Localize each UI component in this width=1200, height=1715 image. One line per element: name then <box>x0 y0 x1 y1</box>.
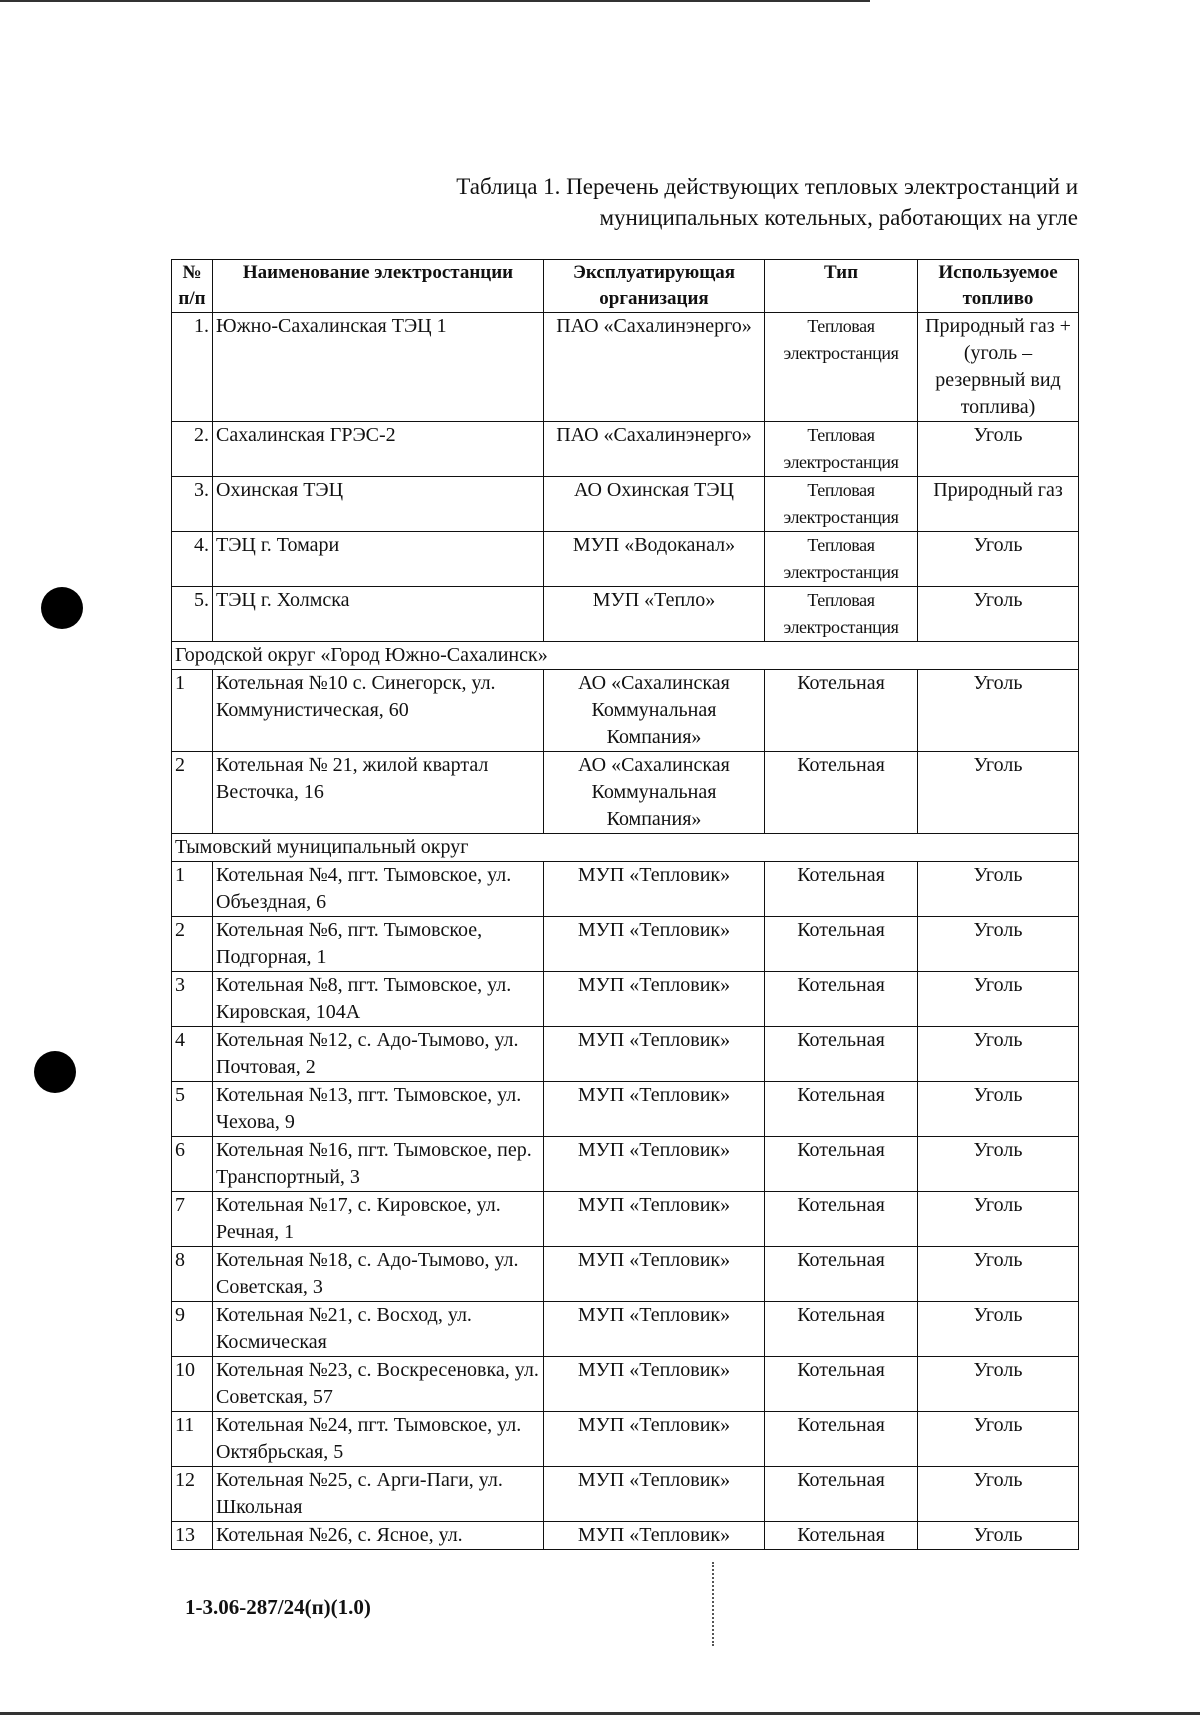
table-row <box>172 917 1079 972</box>
table-row <box>172 1247 1079 1302</box>
table-row <box>172 1522 1079 1550</box>
caption-line-1: Таблица 1. Перечень действующих тепловых электростанций и <box>456 174 1078 199</box>
row-number: 11 <box>172 1412 213 1467</box>
fuel-type: Уголь <box>918 1192 1079 1247</box>
plant-type: Котельная <box>765 1302 918 1357</box>
fuel-type: Уголь <box>918 670 1079 752</box>
fuel-type: Уголь <box>918 587 1079 642</box>
boiler-name-address: Котельная №10 с. Синегорск, ул. Коммунистическая, 60 <box>213 670 544 752</box>
boiler-name-address: Котельная №26, с. Ясное, ул. <box>213 1522 544 1550</box>
row-number: 10 <box>172 1357 213 1412</box>
plant-type: Тепловая электростанция <box>765 587 918 642</box>
boiler-name-address: Котельная №17, с. Кировское, ул. Речная, 1 <box>213 1192 544 1247</box>
operator-organization: МУП «Тепло» <box>544 587 765 642</box>
plant-type: Тепловая электростанция <box>765 477 918 532</box>
row-number: 12 <box>172 1467 213 1522</box>
column-header-number: № п/п <box>172 260 213 313</box>
table-caption <box>278 171 1078 233</box>
table-row <box>172 670 1079 752</box>
column-header-name: Наименование электростанции <box>213 260 544 313</box>
boiler-name-address: Котельная №23, с. Воскресеновка, ул. Советская, 57 <box>213 1357 544 1412</box>
boiler-name-address: Котельная №4, пгт. Тымовское, ул. Объездная, 6 <box>213 862 544 917</box>
scan-edge-top <box>0 0 870 2</box>
plant-name: ТЭЦ г. Томари <box>213 532 544 587</box>
table-row <box>172 1357 1079 1412</box>
plant-type: Тепловая электростанция <box>765 532 918 587</box>
row-number: 6 <box>172 1137 213 1192</box>
fuel-type: Уголь <box>918 1082 1079 1137</box>
operator-organization: МУП «Тепловик» <box>544 1247 765 1302</box>
caption-line-2: муниципальных котельных, работающих на угле <box>599 205 1078 230</box>
fuel-type: Уголь <box>918 1412 1079 1467</box>
punch-hole-mark <box>41 587 83 629</box>
plant-name: Охинская ТЭЦ <box>213 477 544 532</box>
row-number: 1. <box>172 313 213 422</box>
table-row <box>172 477 1079 532</box>
fuel-type: Уголь <box>918 1027 1079 1082</box>
table-row <box>172 532 1079 587</box>
table-row <box>172 1027 1079 1082</box>
fuel-type: Уголь <box>918 752 1079 834</box>
group-header-row <box>172 834 1079 862</box>
plant-type: Котельная <box>765 1137 918 1192</box>
row-number: 3. <box>172 477 213 532</box>
operator-organization: МУП «Тепловик» <box>544 1027 765 1082</box>
plant-name: Южно-Сахалинская ТЭЦ 1 <box>213 313 544 422</box>
row-number: 4 <box>172 1027 213 1082</box>
fuel-type: Уголь <box>918 1522 1079 1550</box>
operator-organization: МУП «Тепловик» <box>544 862 765 917</box>
plant-type: Котельная <box>765 1357 918 1412</box>
table-row <box>172 1412 1079 1467</box>
table-row <box>172 1137 1079 1192</box>
table-row <box>172 1082 1079 1137</box>
boiler-name-address: Котельная №21, с. Восход, ул. Космическая <box>213 1302 544 1357</box>
row-number: 3 <box>172 972 213 1027</box>
plant-type: Котельная <box>765 670 918 752</box>
boiler-name-address: Котельная №8, пгт. Тымовское, ул. Кировская, 104А <box>213 972 544 1027</box>
operator-organization: АО Охинская ТЭЦ <box>544 477 765 532</box>
power-plants-table <box>171 259 1079 1550</box>
plant-type: Котельная <box>765 1247 918 1302</box>
row-number: 2 <box>172 917 213 972</box>
table-row <box>172 972 1079 1027</box>
fuel-type: Природный газ <box>918 477 1079 532</box>
operator-organization: МУП «Тепловик» <box>544 917 765 972</box>
boiler-name-address: Котельная №18, с. Адо-Тымово, ул. Советская, 3 <box>213 1247 544 1302</box>
punch-hole-mark <box>34 1051 76 1093</box>
operator-organization: МУП «Тепловик» <box>544 972 765 1027</box>
plant-type: Котельная <box>765 1027 918 1082</box>
row-number: 7 <box>172 1192 213 1247</box>
table-row <box>172 752 1079 834</box>
boiler-name-address: Котельная №12, с. Адо-Тымово, ул. Почтовая, 2 <box>213 1027 544 1082</box>
operator-organization: МУП «Тепловик» <box>544 1302 765 1357</box>
table-row <box>172 422 1079 477</box>
plant-type: Котельная <box>765 1522 918 1550</box>
plant-type: Тепловая электростанция <box>765 313 918 422</box>
row-number: 1 <box>172 670 213 752</box>
column-header-type: Тип <box>765 260 918 313</box>
operator-organization: МУП «Тепловик» <box>544 1467 765 1522</box>
operator-organization: МУП «Тепловик» <box>544 1137 765 1192</box>
table-header-row <box>172 260 1079 313</box>
operator-organization: МУП «Тепловик» <box>544 1412 765 1467</box>
operator-organization: МУП «Тепловик» <box>544 1082 765 1137</box>
row-number: 2 <box>172 752 213 834</box>
row-number: 9 <box>172 1302 213 1357</box>
plant-type: Котельная <box>765 862 918 917</box>
plant-type: Котельная <box>765 1192 918 1247</box>
row-number: 5 <box>172 1082 213 1137</box>
fold-dots <box>712 1562 714 1646</box>
row-number: 13 <box>172 1522 213 1550</box>
operator-organization: МУП «Тепловик» <box>544 1357 765 1412</box>
table-row <box>172 862 1079 917</box>
column-header-organization: Эксплуатирующая организация <box>544 260 765 313</box>
operator-organization: АО «Сахалинская Коммунальная Компания» <box>544 670 765 752</box>
table-body <box>172 313 1079 1550</box>
fuel-type: Уголь <box>918 1467 1079 1522</box>
table-row <box>172 1302 1079 1357</box>
plant-type: Котельная <box>765 752 918 834</box>
fuel-type: Природный газ + (уголь – резервный вид топлива) <box>918 313 1079 422</box>
column-header-fuel: Используемое топливо <box>918 260 1079 313</box>
group-title: Тымовский муниципальный округ <box>172 834 1079 862</box>
plant-type: Котельная <box>765 1467 918 1522</box>
group-header-row <box>172 642 1079 670</box>
table-row <box>172 1192 1079 1247</box>
row-number: 8 <box>172 1247 213 1302</box>
fuel-type: Уголь <box>918 862 1079 917</box>
plant-type: Котельная <box>765 1082 918 1137</box>
operator-organization: ПАО «Сахалинэнерго» <box>544 313 765 422</box>
plant-type: Котельная <box>765 972 918 1027</box>
operator-organization: ПАО «Сахалинэнерго» <box>544 422 765 477</box>
document-code: 1-3.06-287/24(п)(1.0) <box>185 1595 371 1619</box>
operator-organization: МУП «Тепловик» <box>544 1192 765 1247</box>
boiler-name-address: Котельная №25, с. Арги-Паги, ул. Школьная <box>213 1467 544 1522</box>
fuel-type: Уголь <box>918 422 1079 477</box>
row-number: 2. <box>172 422 213 477</box>
boiler-name-address: Котельная №24, пгт. Тымовское, ул. Октябрьская, 5 <box>213 1412 544 1467</box>
table-row <box>172 313 1079 422</box>
group-title: Городской округ «Город Южно-Сахалинск» <box>172 642 1079 670</box>
fuel-type: Уголь <box>918 532 1079 587</box>
row-number: 5. <box>172 587 213 642</box>
table-row <box>172 1467 1079 1522</box>
fuel-type: Уголь <box>918 917 1079 972</box>
plant-type: Котельная <box>765 1412 918 1467</box>
fuel-type: Уголь <box>918 972 1079 1027</box>
fuel-type: Уголь <box>918 1302 1079 1357</box>
row-number: 1 <box>172 862 213 917</box>
fuel-type: Уголь <box>918 1137 1079 1192</box>
fuel-type: Уголь <box>918 1247 1079 1302</box>
boiler-name-address: Котельная №6, пгт. Тымовское, Подгорная, 1 <box>213 917 544 972</box>
operator-organization: МУП «Водоканал» <box>544 532 765 587</box>
table-row <box>172 587 1079 642</box>
boiler-name-address: Котельная №13, пгт. Тымовское, ул. Чехова, 9 <box>213 1082 544 1137</box>
row-number: 4. <box>172 532 213 587</box>
plant-type: Котельная <box>765 917 918 972</box>
plant-name: Сахалинская ГРЭС-2 <box>213 422 544 477</box>
operator-organization: АО «Сахалинская Коммунальная Компания» <box>544 752 765 834</box>
operator-organization: МУП «Тепловик» <box>544 1522 765 1550</box>
boiler-name-address: Котельная № 21, жилой квартал Весточка, 16 <box>213 752 544 834</box>
fuel-type: Уголь <box>918 1357 1079 1412</box>
plant-type: Тепловая электростанция <box>765 422 918 477</box>
boiler-name-address: Котельная №16, пгт. Тымовское, пер. Транспортный, 3 <box>213 1137 544 1192</box>
plant-name: ТЭЦ г. Холмска <box>213 587 544 642</box>
